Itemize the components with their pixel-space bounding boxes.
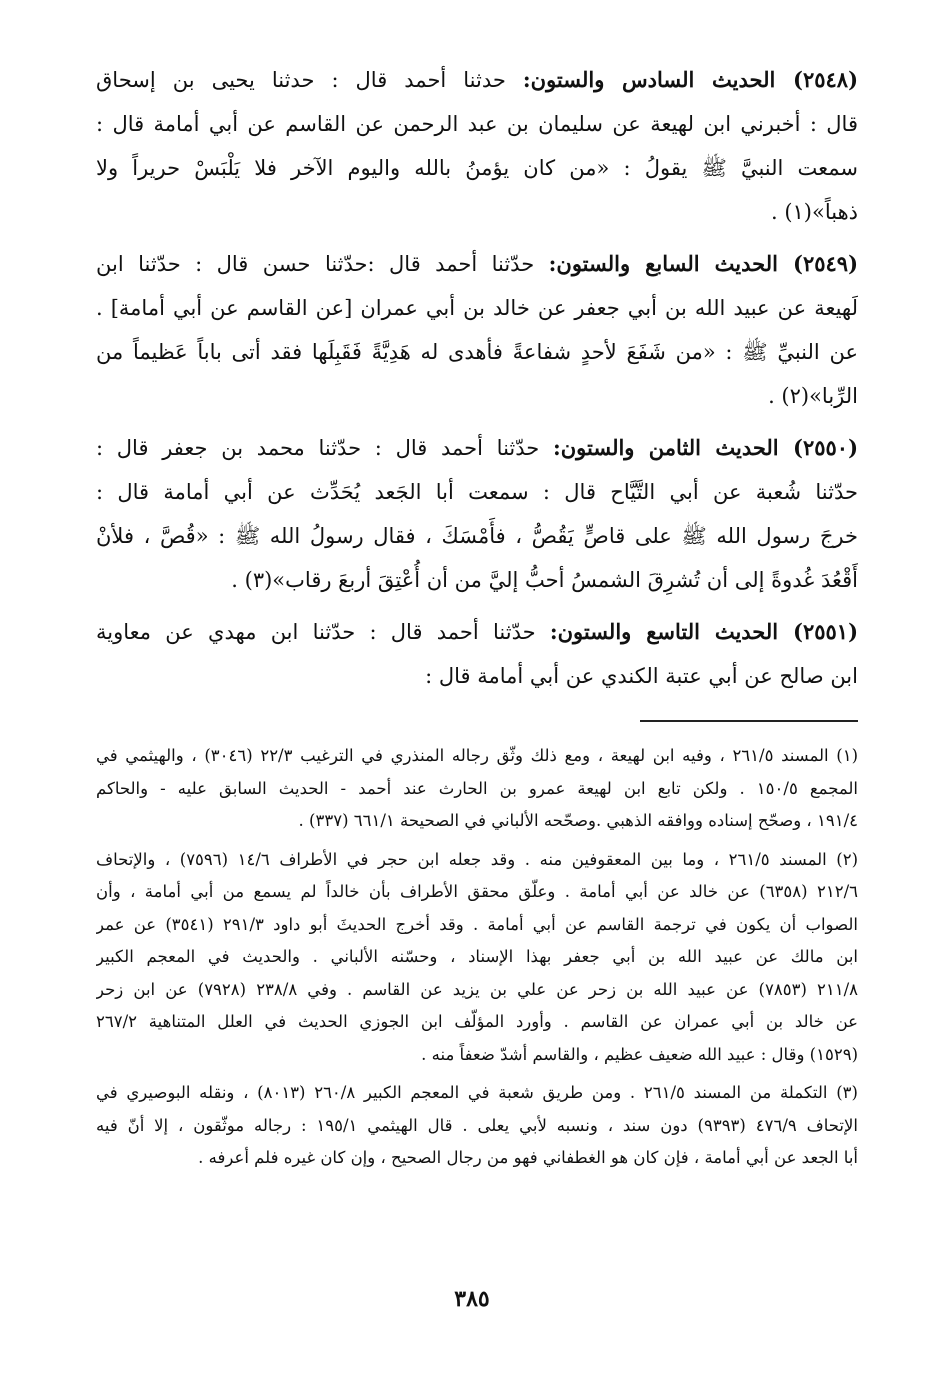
- hadith-text: حدّثنا أحمد قال : حدّثنا محمد بن جعفر قال :: [96, 436, 553, 460]
- footnote-line: أبا الجعد عن أبي أمامة ، فإن كان هو الغطفاني فهو من رجال الصحيح ، وإن كان غيره فلم أعرفه .: [198, 1148, 858, 1167]
- text-line: [96, 330, 858, 374]
- text-line: [96, 514, 858, 558]
- footnote: [96, 740, 858, 838]
- hadith-heading: (٢٥٤٨) الحديث السادس والستون:: [522, 67, 858, 92]
- footnote-line: (١) المسند ٢٦١/٥ ، وفيه ابن لهيعة ، ومع ذلك وثّق رجاله المنذري في الترغيب ٢٢/٣ (٣٠٤٦) ، والهيثمي في: [96, 746, 858, 765]
- text-line: [96, 654, 858, 698]
- footnote-line: ٢١١/٨ (٧٨٥٣) عن عبيد الله بن زحر عن علي بن يزيد عن القاسم . وفي ٢٣٨/٨ (٧٩٢٨) عن ابن زحر: [96, 979, 858, 999]
- footnote: [96, 1077, 858, 1175]
- text-line: [96, 610, 858, 654]
- hadith-block: [96, 610, 858, 698]
- footnote-separator: [640, 720, 858, 722]
- footnote-line: المجمع ١٥٠/٥ . ولكن تابع ابن لهيعة عمرو بن الحارث عند أحمد - الحديث السابق عليه - والحاكم: [96, 778, 858, 798]
- text-line: [96, 58, 858, 102]
- hadith-block: [96, 242, 858, 418]
- footnote-line: ٢١٢/٦ (٦٣٥٨) عن خالد عن أبي أمامة . وعلّق محقق الأطراف بأن خالداً لم يسمع من أبي أمامة ، وأن: [96, 882, 858, 901]
- footnote-line: الإتحاف ٤٧٦/٩ (٩٣٩٣) دون سند ، ونسبه لأبي يعلى . قال الهيثمي ١٩٥/١ : رجاله موثّقون ، إلا أنّ فيه: [96, 1115, 858, 1135]
- hadith-text: قال : أخبرني ابن لهيعة عن سليمان بن عبد الرحمن عن القاسم عن أبي أمامة قال :: [96, 112, 858, 136]
- footnote-line: (٢) المسند ٢٦١/٥ ، وما بين المعقوفين منه . وقد جعله ابن حجر في الأطراف ١٤/٦ (٧٥٩٦) ، والإتحاف: [96, 849, 858, 869]
- text-line: [96, 374, 858, 418]
- footnote-line: (١٥٢٩) وقال : عبيد الله ضعيف عظيم ، والقاسم أشدّ ضعفاً منه .: [421, 1044, 858, 1064]
- footnotes-section: [96, 740, 858, 1175]
- hadith-block: [96, 426, 858, 602]
- hadith-heading: (٢٥٥٠) الحديث الثامن والستون:: [552, 435, 858, 460]
- hadith-text: حدثنا أحمد قال : حدثنا يحيى بن إسحاق: [96, 68, 523, 92]
- hadith-text: حدّثنا أحمد قال : حدّثنا ابن مهدي عن معاوية: [96, 620, 550, 644]
- text-line: [96, 558, 858, 602]
- footnote-line: الصواب أن يكون في ترجمة القاسم عن أبي أمامة . وقد أخرج الحديثَ أبو داود ٢٩١/٣ (٣٥٤١) عن عمر: [96, 914, 858, 934]
- text-line: [96, 102, 858, 146]
- hadith-text: أَقْعُدَ غُدوةً إلى أن تُشرِقَ الشمسُ أحبُّ إليَّ من أن أُعْتِقَ أربعَ رقاب»(٣) .: [231, 568, 858, 592]
- footnote-line: عن خالد بن أبي عمران عن القاسم . وأورد المؤلّف ابن الجوزي الحديث في العلل المتناهية ٢٦٧/٢: [96, 1012, 858, 1031]
- footnote-line: ابن مالك عن عبيد الله بن أبي جعفر بهذا الإسناد ، وحسّنه الألباني . والحديث في المعجم الكبير: [96, 947, 858, 966]
- text-line: [96, 470, 858, 514]
- hadith-block: [96, 58, 858, 234]
- hadith-text: حدّثنا أحمد قال :حدّثنا حسن قال : حدّثنا ابن: [96, 252, 549, 276]
- hadith-text: سمعت النبيَّ ﷺ يقولُ : «من كان يؤمنُ بالله واليوم الآخر فلا يَلْبَسْ حريراً ولا: [96, 156, 858, 180]
- footnote: [96, 844, 858, 1072]
- hadith-text: خرجَ رسول الله ﷺ على قاصٍّ يَقُصُّ ، فأَمْسَكَ ، فقال رسولُ الله ﷺ : «قُصَّ ، فلأنْ: [96, 524, 858, 548]
- hadith-text: ذهباً»(١) .: [770, 200, 858, 224]
- hadith-text: لَهيعة عن عبيد الله بن أبي جعفر عن خالد بن أبي عمران [عن القاسم عن أبي أمامة] .: [96, 296, 858, 320]
- text-line: [96, 286, 858, 330]
- footnote-line: (٣) التكملة من المسند ٢٦١/٥ . ومن طريق شعبة في المعجم الكبير ٢٦٠/٨ (٨٠١٣) ، ونقله البوصيري في: [96, 1083, 858, 1102]
- text-line: [96, 146, 858, 190]
- page-number: ٣٨٥: [454, 1286, 490, 1312]
- text-line: [96, 242, 858, 286]
- text-line: [96, 426, 858, 470]
- paragraph-gap: [96, 602, 858, 610]
- paragraph-gap: [96, 418, 858, 426]
- hadith-text: ابن صالح عن أبي عتبة الكندي عن أبي أمامة قال :: [425, 664, 858, 688]
- hadith-text: حدّثنا شُعبة عن أبي التَّيَّاح قال : سمعت أبا الجَعد يُحَدِّث عن أبي أمامة قال :: [96, 480, 858, 504]
- footnote-line: ١٩١/٤ ، وصحّح إسناده ووافقه الذهبي .وصحّحه الألباني في الصحيحة ٦٦١/١ (٣٣٧) .: [298, 811, 858, 830]
- hadith-section: [96, 58, 858, 698]
- hadith-heading: (٢٥٤٩) الحديث السابع والستون:: [548, 251, 858, 276]
- text-line: [96, 190, 858, 234]
- paragraph-gap: [96, 234, 858, 242]
- hadith-text: الرِّبا»(٢) .: [768, 384, 858, 408]
- hadith-heading: (٢٥٥١) الحديث التاسع والستون:: [549, 619, 858, 644]
- hadith-text: عن النبيِّ ﷺ : «من شَفَعَ لأحدٍ شفاعةً فأهدى له هَدِيَّةً فَقَبِلَها فقد أتى باباً عَظيماً من: [96, 340, 858, 364]
